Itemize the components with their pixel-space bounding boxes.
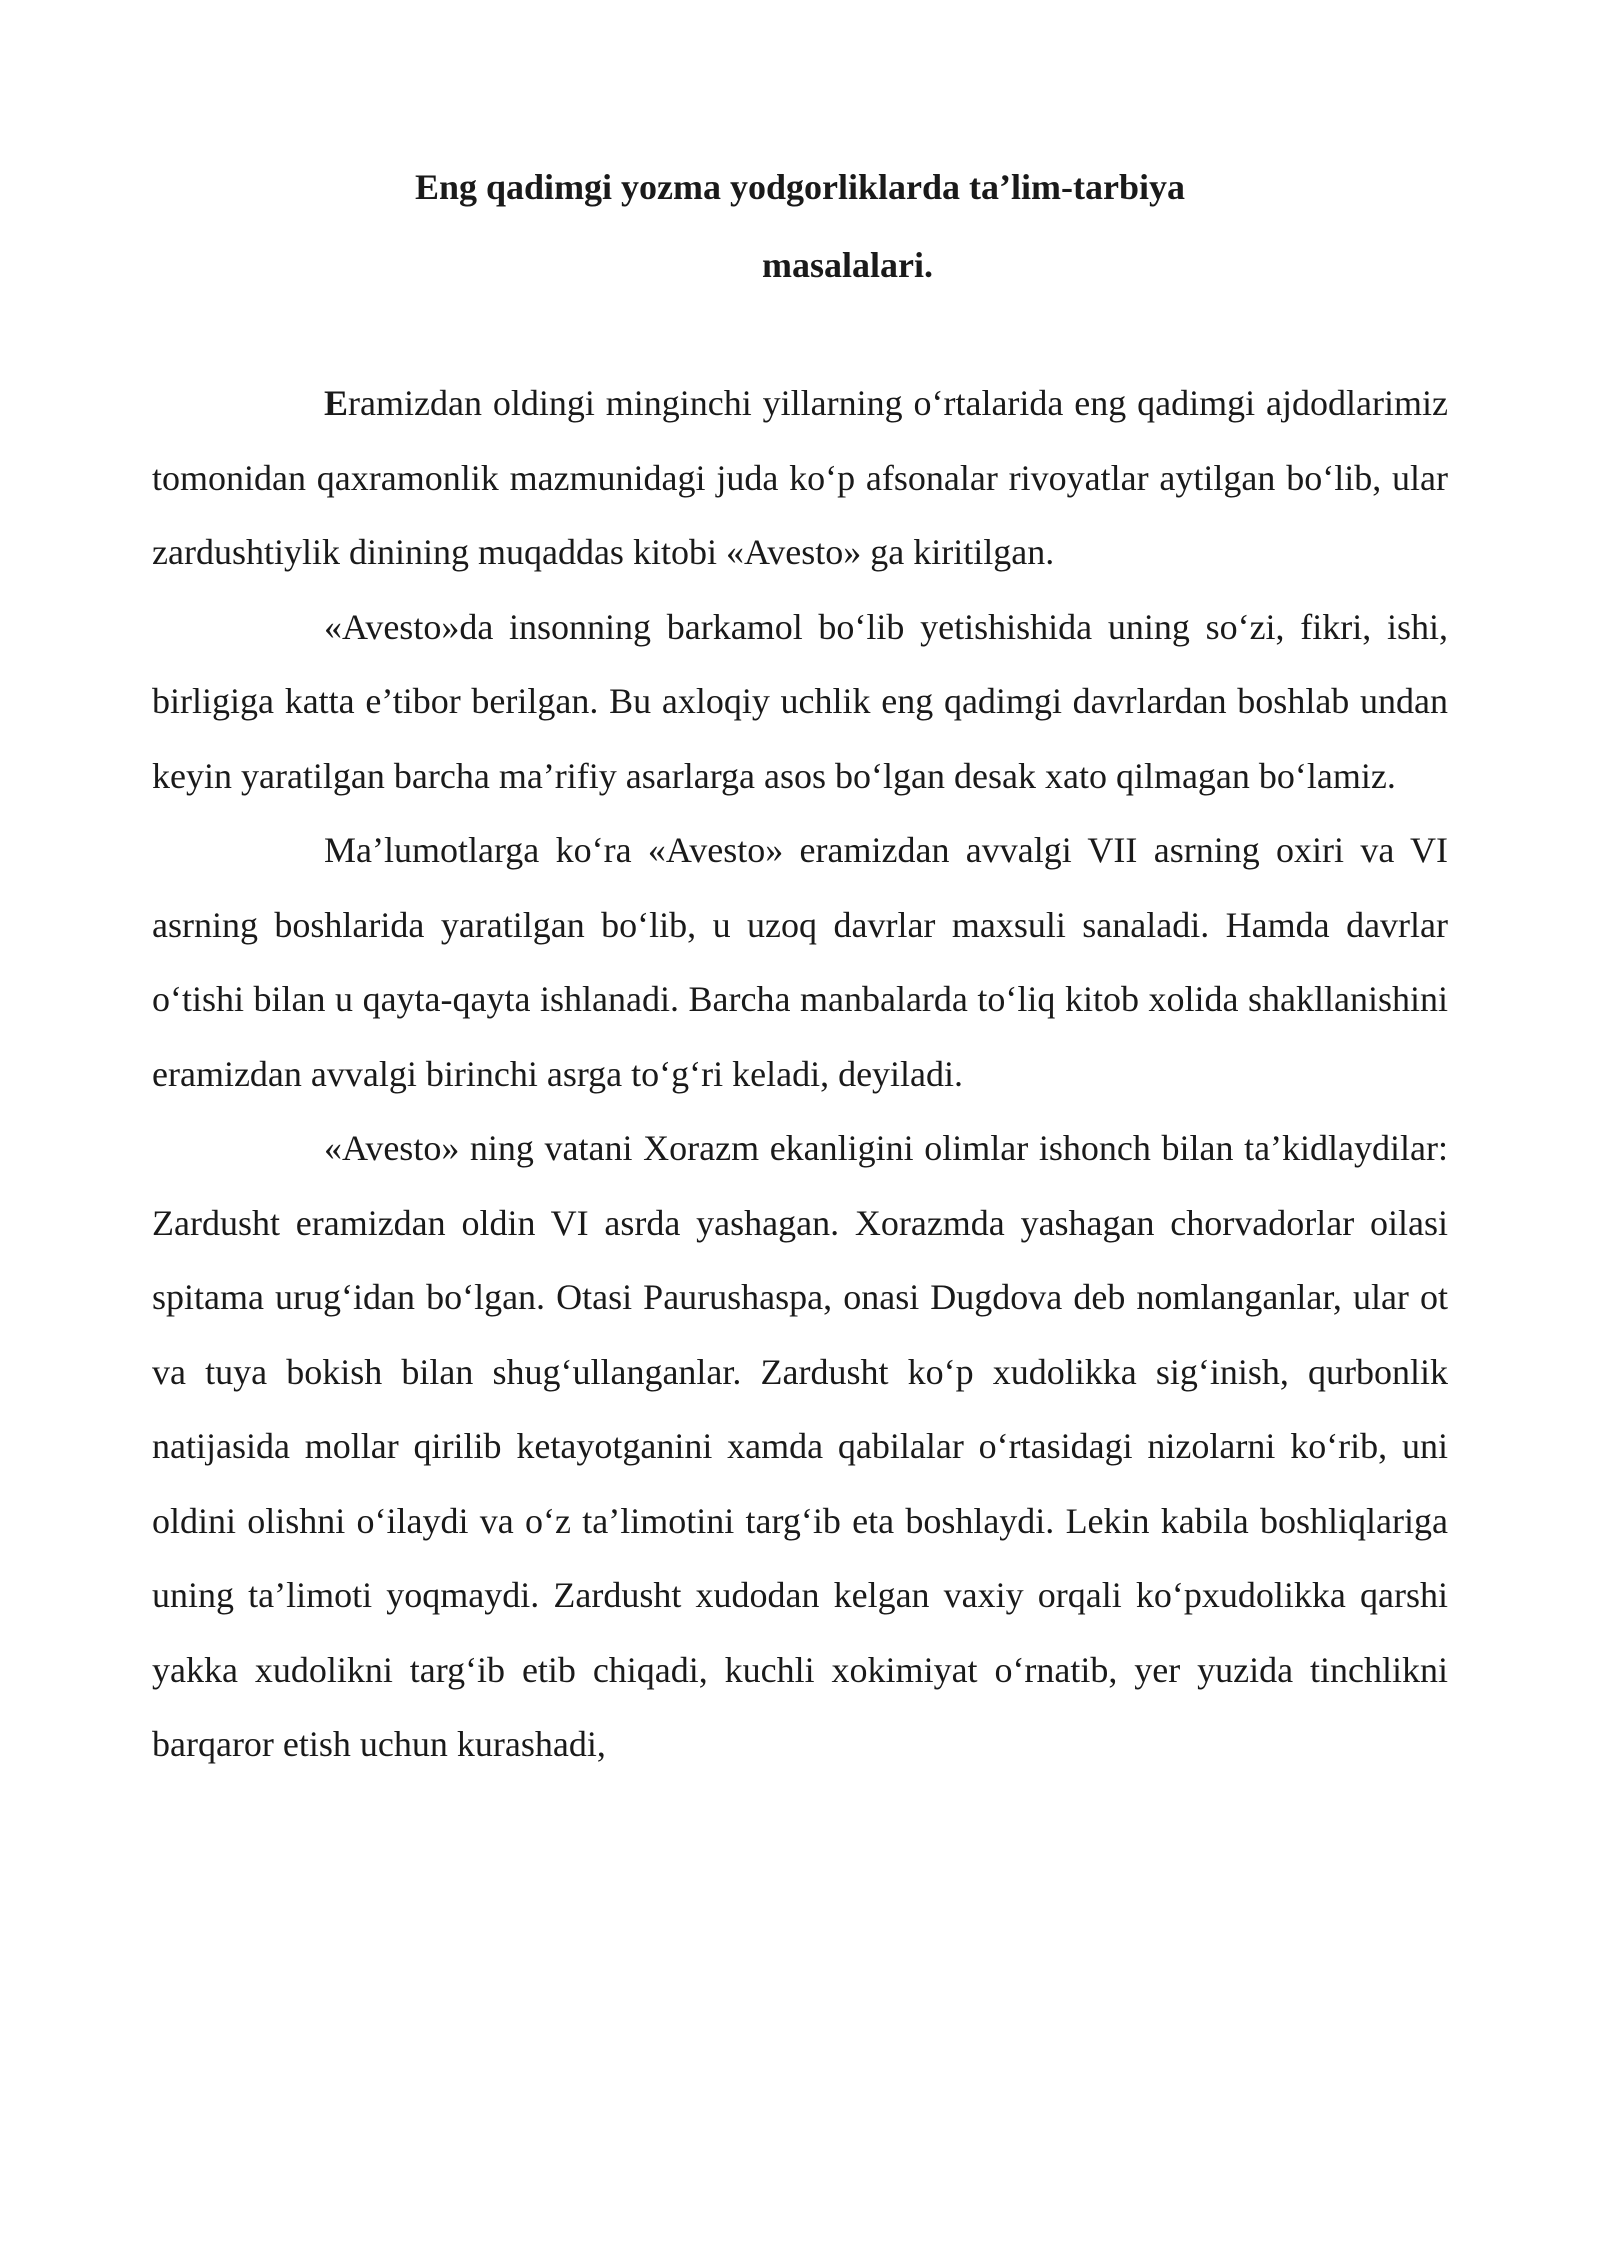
title-line-2: masalalari.	[762, 245, 933, 285]
paragraph-1-text: ramizdan oldingi minginchi yillarning o‘rtalarida eng qadimgi ajdodlarimiz tomonidan qaxramonlik mazmunidagi juda ko‘p afsonalar rivoyatlar aytilgan bo‘lib, ular zardushtiylik dinining muqaddas kitobi «Avesto» ga kiritilgan.	[152, 383, 1448, 572]
paragraph-1	[152, 366, 1448, 590]
paragraph-1-first-letter: E	[324, 383, 349, 423]
paragraph-3: Ma’lumotlarga ko‘ra «Avesto» eramizdan avvalgi VII asrning oxiri va VI asrning boshlarida yaratilgan bo‘lib, u uzoq davrlar maxsuli sanaladi. Hamda davrlar o‘tishi bilan u qayta-qayta ishlanadi. Barcha manbalarda to‘liq kitob xolida shakllanishini eramizdan avvalgi birinchi asrga to‘g‘ri keladi, deyiladi.	[152, 830, 1448, 1094]
title-line-1: Eng qadimgi yozma yodgorliklarda ta’lim-tarbiya	[414, 167, 1185, 207]
paragraph-4: «Avesto» ning vatani Xorazm ekanligini olimlar ishonch bilan ta’kidlaydilar: Zardusht eramizdan oldin VI asrda yashagan. Xorazmda yashagan chorvadorlar oilasi spitama urug‘idan bo‘lgan. Otasi Paurushaspa, onasi Dugdova deb nomlanganlar, ular ot va tuya bokish bilan shug‘ullanganlar. Zardusht ko‘p xudolikka sig‘inish, qurbonlik natijasida mollar qirilib ketayotganini xamda qabilalar o‘rtasidagi nizolarni ko‘rib, uni oldini olishni o‘ilaydi va o‘z ta’limotini targ‘ib eta boshlaydi. Lekin kabila boshliqlariga uning ta’limoti yoqmaydi. Zardusht xudodan kelgan vaxiy orqali ko‘pxudolikka qarshi yakka xudolikni targ‘ib etib chiqadi, kuchli xokimiyat o‘rnatib, yer yuzida tinchlikni barqaror etish uchun kurashadi,	[152, 1128, 1448, 1764]
paragraph-2: «Avesto»da insonning barkamol bo‘lib yetishishida uning so‘zi, fikri, ishi, birligiga katta e’tibor berilgan. Bu axloqiy uchlik eng qadimgi davrlardan boshlab undan keyin yaratilgan barcha ma’rifiy asarlarga asos bo‘lgan desak xato qilmagan bo‘lamiz.	[152, 606, 1448, 796]
document-body	[152, 366, 1448, 1782]
document-title	[0, 148, 1600, 304]
